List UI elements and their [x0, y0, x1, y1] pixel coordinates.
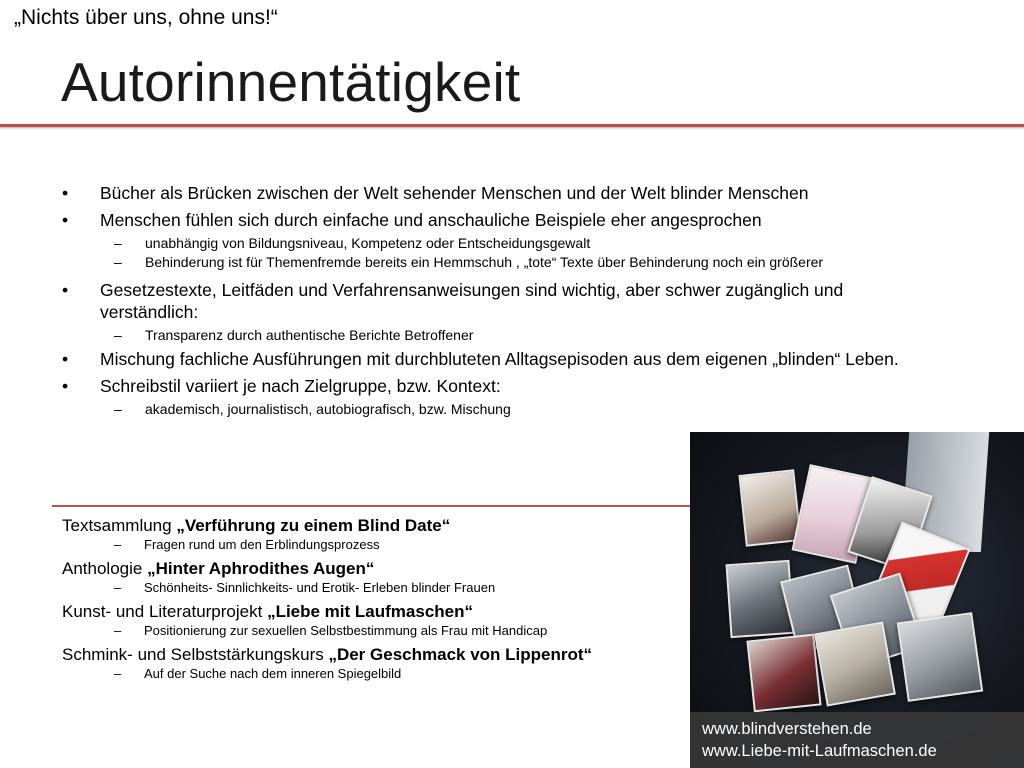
- dash-marker: –: [114, 666, 122, 681]
- bullet-marker: •: [62, 183, 69, 203]
- bullet-text: Gesetzestexte, Leitfäden und Verfahrensanweisungen sind wichtig, aber schwer zugänglich und verständlich:: [100, 280, 844, 322]
- bullet-text: Menschen fühlen sich durch einfache und anschauliche Beispiele eher angesprochen: [100, 210, 762, 230]
- bullet-text: Schreibstil variiert je nach Zielgruppe, bzw. Kontext:: [100, 376, 501, 396]
- dash-marker: –: [114, 580, 122, 595]
- bullet-item: [62, 279, 942, 323]
- project-item: [62, 644, 702, 666]
- project-description-text: Auf der Suche nach dem inneren Spiegelbild: [144, 666, 402, 681]
- bullet-marker: •: [62, 349, 69, 369]
- bullet-item: [62, 375, 942, 397]
- book-cover-shape: [746, 634, 821, 713]
- sub-bullet-item: [62, 254, 942, 271]
- section-divider: [52, 505, 692, 507]
- book-cover-shape: [738, 469, 801, 546]
- bullet-list: [62, 182, 942, 421]
- bullet-marker: •: [62, 376, 69, 396]
- project-name: „Hinter Aphrodithes Augen“: [147, 559, 375, 578]
- project-type: Schmink- und Selbststärkungskurs: [62, 645, 329, 664]
- bullet-item: [62, 348, 942, 370]
- bullet-marker: •: [62, 210, 69, 230]
- book-cover-shape: [814, 621, 896, 706]
- sub-bullet-item: [62, 327, 942, 344]
- page-title: Autorinnentätigkeit: [61, 51, 521, 113]
- project-description: [62, 537, 702, 553]
- project-item: [62, 515, 702, 537]
- sub-bullet-item: [62, 235, 942, 252]
- project-name: „Der Geschmack von Lippenrot“: [328, 645, 593, 664]
- sub-bullet-text: unabhängig von Bildungsniveau, Kompetenz oder Entscheidungsgewalt: [145, 235, 591, 251]
- dash-marker: –: [114, 537, 122, 552]
- dash-marker: –: [114, 254, 122, 270]
- project-type: Textsammlung: [62, 516, 177, 535]
- project-description-text: Schönheits- Sinnlichkeits- und Erotik- Erleben blinder Frauen: [144, 580, 496, 595]
- dash-marker: –: [114, 623, 122, 638]
- project-name: „Verführung zu einem Blind Date“: [176, 516, 451, 535]
- project-type: Kunst- und Literaturprojekt: [62, 602, 268, 621]
- dash-marker: –: [114, 235, 122, 251]
- project-name: „Liebe mit Laufmaschen“: [267, 602, 473, 621]
- project-list: [62, 515, 702, 687]
- book-cover-shape: [897, 612, 983, 702]
- book-covers-photo: [690, 432, 1024, 768]
- project-item: [62, 558, 702, 580]
- sub-bullet-text: Behinderung ist für Themenfremde bereits ein Hemmschuh , „tote“ Texte über Behinderung noch ein größerer: [145, 254, 824, 270]
- bullet-item: [62, 209, 942, 231]
- bullet-marker: •: [62, 280, 69, 300]
- project-item: [62, 601, 702, 623]
- website-link[interactable]: www.blindverstehen.de: [702, 720, 872, 738]
- project-description-text: Positionierung zur sexuellen Selbstbestimmung als Frau mit Handicap: [144, 623, 548, 638]
- photo-caption: [690, 712, 1024, 768]
- project-description-text: Fragen rund um den Erblindungsprozess: [144, 537, 380, 552]
- title-divider: [0, 124, 1024, 127]
- project-description: [62, 666, 702, 682]
- sub-bullet-item: [62, 401, 942, 418]
- sub-bullet-text: akademisch, journalistisch, autobiografisch, bzw. Mischung: [145, 401, 511, 417]
- project-description: [62, 580, 702, 596]
- motto: „Nichts über uns, ohne uns!“: [14, 6, 278, 29]
- bullet-item: [62, 182, 942, 204]
- dash-marker: –: [114, 401, 122, 417]
- project-description: [62, 623, 702, 639]
- bullet-text: Bücher als Brücken zwischen der Welt sehender Menschen und der Welt blinder Menschen: [100, 183, 809, 203]
- sub-bullet-text: Transparenz durch authentische Berichte Betroffener: [145, 327, 474, 343]
- dash-marker: –: [114, 327, 122, 343]
- project-type: Anthologie: [62, 559, 148, 578]
- bullet-text: Mischung fachliche Ausführungen mit durchbluteten Alltagsepisoden aus dem eigenen „blinden“ Leben.: [100, 349, 899, 369]
- website-link[interactable]: www.Liebe-mit-Laufmaschen.de: [702, 742, 937, 760]
